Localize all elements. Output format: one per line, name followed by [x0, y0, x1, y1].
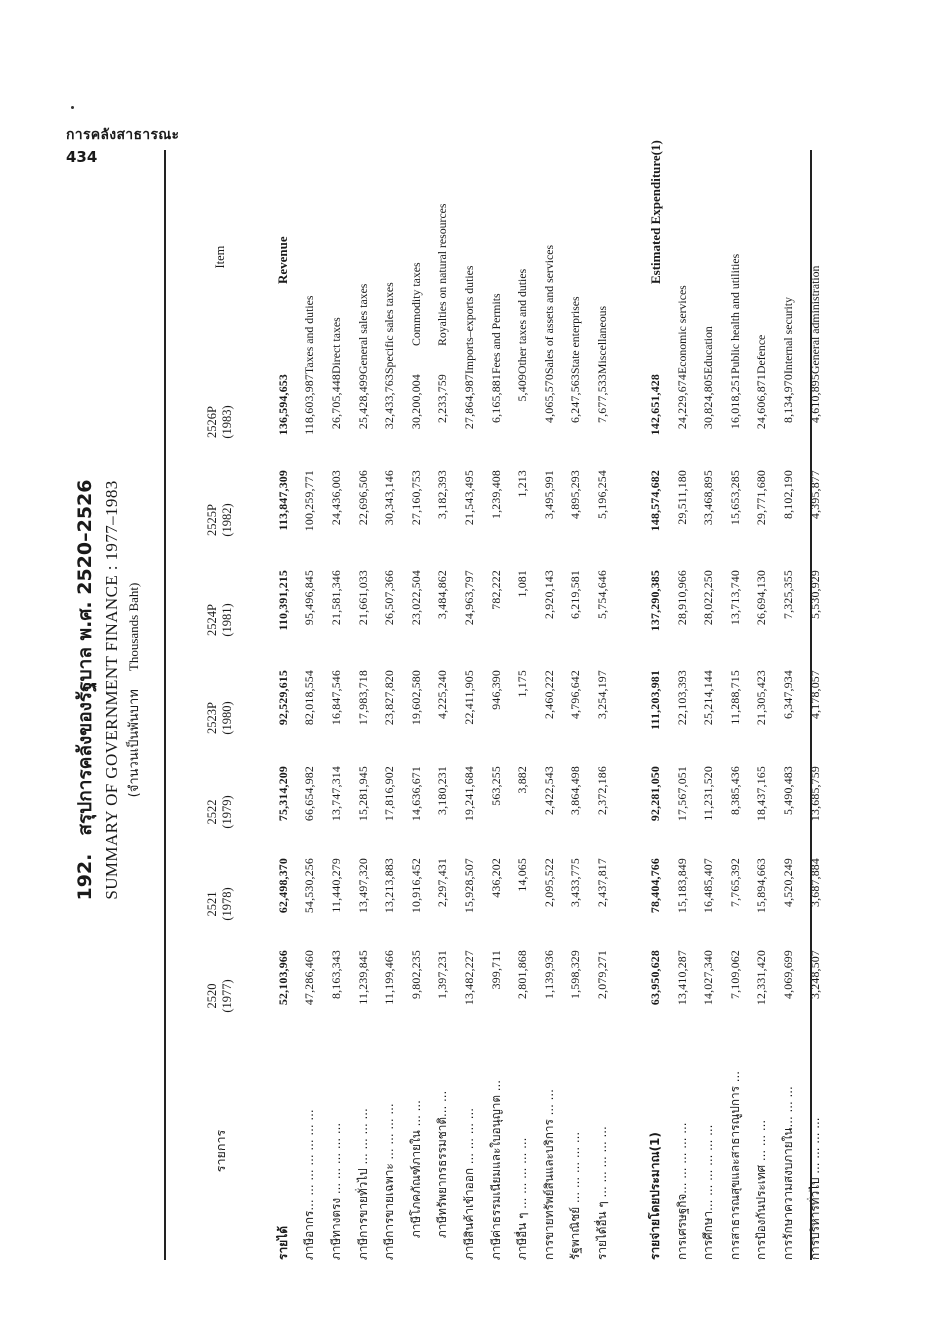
row-label-thai: ภาษีทรัพยากรธรรมชาติ... ...	[435, 1090, 450, 1238]
value-cell: 13,713,740	[727, 570, 742, 626]
value-cell: 3,180,231	[435, 766, 450, 815]
value-cell: 27,160,753	[408, 470, 423, 526]
value-cell: 1,397,231	[435, 950, 450, 999]
table-title-english: SUMMARY OF GOVERNMENT FINANCE : 1977–1983	[102, 480, 121, 900]
value-cell: 15,894,663	[754, 858, 769, 914]
value-cell: 3,248,507	[807, 950, 822, 999]
table-number: 192.	[74, 853, 96, 901]
value-cell: 15,281,945	[355, 766, 370, 822]
value-cell: 5,409	[515, 374, 530, 402]
title-thai-text: สรุปการคลังของรัฐบาล พ.ศ. 2520–2526	[74, 479, 96, 836]
value-cell: 4,225,240	[435, 670, 450, 719]
value-cell: 8,163,343	[328, 950, 343, 999]
value-cell: 5,530,929	[807, 570, 822, 619]
row-label-thai: รายจ่ายโดยประมาณ(1)	[648, 1132, 663, 1260]
value-cell: 19,602,580	[408, 670, 423, 726]
table-top-rule	[164, 150, 166, 1260]
value-cell: 32,433,763	[382, 374, 397, 430]
value-cell: 23,022,504	[408, 570, 423, 626]
table-bottom-rule	[810, 150, 812, 1260]
header-item-label: Item	[212, 245, 227, 269]
value-cell: 6,165,881	[488, 374, 503, 423]
row-label-english: Direct taxes	[328, 317, 343, 374]
value-cell: 1,598,329	[568, 950, 583, 999]
value-cell: 137,290,385	[648, 570, 663, 632]
value-cell: 7,325,355	[781, 570, 796, 619]
value-cell: 3,182,393	[435, 470, 450, 519]
value-cell: 113,847,309	[275, 470, 290, 531]
value-cell: 14,065	[515, 858, 530, 892]
value-cell: 30,200,004	[408, 374, 423, 430]
value-cell: 15,653,285	[727, 470, 742, 526]
row-label-english: Revenue	[275, 236, 291, 284]
value-cell: 3,433,775	[568, 858, 583, 907]
value-cell: 26,507,366	[382, 570, 397, 626]
value-cell: 1,081	[515, 570, 530, 598]
value-cell: 24,606,871	[754, 374, 769, 430]
row-label-thai: รายได้	[275, 1225, 290, 1260]
row-label-english: Specific sales taxes	[382, 282, 397, 374]
value-cell: 13,747,314	[328, 766, 343, 822]
value-cell: 9,802,235	[408, 950, 423, 999]
table-row	[722, 140, 749, 1260]
table-unit	[123, 100, 144, 1280]
header-year-2521: 2521 (1978)	[205, 887, 234, 921]
value-cell: 2,437,817	[594, 858, 609, 907]
value-cell: 24,436,003	[328, 470, 343, 526]
value-cell: 28,910,966	[674, 570, 689, 626]
value-cell: 54,530,256	[302, 858, 317, 914]
value-cell: 15,183,849	[674, 858, 689, 914]
department-title: การคลังสาธารณะ	[66, 127, 180, 143]
value-cell: 2,422,543	[541, 766, 556, 815]
table-row	[696, 140, 723, 1260]
value-cell: 2,297,431	[435, 858, 450, 907]
value-cell: 3,484,862	[435, 570, 450, 619]
value-cell: 29,771,680	[754, 470, 769, 526]
table-row	[350, 140, 377, 1260]
value-cell: 95,496,845	[302, 570, 317, 626]
row-label-english: Internal security	[781, 297, 796, 374]
value-cell: 1,139,936	[541, 950, 556, 999]
value-cell: 3,495,991	[541, 470, 556, 519]
row-label-english: Public health and utilities	[727, 253, 742, 374]
row-label-thai: ภาษีโภคภัณฑ์ภายใน ... ...	[408, 1100, 423, 1238]
value-cell: 92,529,615	[275, 670, 290, 726]
value-cell: 111,203,981	[648, 670, 663, 730]
value-cell: 5,490,483	[781, 766, 796, 815]
value-cell: 1,213	[515, 470, 530, 498]
value-cell: 13,213,883	[382, 858, 397, 914]
value-cell: 3,882	[515, 766, 530, 794]
value-cell: 19,241,684	[461, 766, 476, 822]
row-label-thai: ภาษีสินค้าเข้าออก ... ... ... ...	[461, 1108, 476, 1260]
value-cell: 3,864,498	[568, 766, 583, 815]
value-cell: 6,219,581	[568, 570, 583, 619]
value-cell: 13,685,759	[807, 766, 822, 822]
table-row	[456, 140, 483, 1260]
value-cell: 8,385,436	[727, 766, 742, 815]
value-cell: 148,574,682	[648, 470, 663, 532]
row-label-english: Other taxes and duties	[515, 268, 530, 374]
value-cell: 563,255	[488, 766, 503, 806]
value-cell: 1,239,408	[488, 470, 503, 519]
value-cell: 11,199,466	[382, 950, 397, 1005]
row-label-thai: การขายทรัพย์สินและบริการ ... ...	[541, 1089, 556, 1260]
rotated-table-page	[40, 100, 860, 1280]
value-cell: 21,661,033	[355, 570, 370, 626]
value-cell: 63,950,628	[648, 950, 663, 1006]
value-cell: 1,175	[515, 670, 530, 698]
value-cell: 27,864,987	[461, 374, 476, 430]
value-cell: 2,920,143	[541, 570, 556, 619]
table-section-row	[642, 140, 669, 1260]
row-label-english: General sales taxes	[355, 283, 370, 374]
header-year-2520: 2520 (1977)	[205, 979, 234, 1013]
row-label-thai: ภาษีการขายเฉพาะ ... ... ... ...	[382, 1103, 397, 1260]
value-cell: 75,314,209	[275, 766, 290, 822]
unit-english: Thousands Baht)	[126, 582, 141, 672]
value-cell: 2,460,222	[541, 670, 556, 719]
table-row	[749, 140, 776, 1260]
value-cell: 4,610,895	[807, 374, 822, 423]
value-cell: 18,437,165	[754, 766, 769, 822]
unit-thai: (จำนวนเป็นพันบาท	[127, 689, 142, 798]
row-label-thai: ภาษีการขายทั่วไป ... ... ... ...	[355, 1108, 370, 1260]
value-cell: 17,567,051	[674, 766, 689, 822]
spacer-cell	[616, 140, 643, 1260]
value-cell: 47,286,460	[302, 950, 317, 1006]
table-row	[483, 140, 510, 1260]
value-cell: 399,711	[488, 950, 503, 990]
value-cell: 11,239,845	[355, 950, 370, 1005]
value-cell: 13,497,320	[355, 858, 370, 914]
row-label-english: Royalties on natural resources	[435, 203, 450, 346]
header-year-2525: 2525P (1982)	[205, 503, 234, 537]
value-cell: 4,895,293	[568, 470, 583, 519]
value-cell: 11,231,520	[701, 766, 716, 821]
value-cell: 136,594,653	[275, 374, 290, 436]
row-label-thai: ภาษีอากร... ... ... ... ... ... ...	[302, 1109, 317, 1260]
row-label-english: State enterprises	[568, 296, 583, 374]
row-label-thai: ภาษีทางตรง ... ... ... ... ...	[328, 1122, 343, 1260]
table-row	[563, 140, 590, 1260]
page-number: 434	[66, 148, 98, 166]
section-spacer	[616, 140, 643, 1260]
row-label-thai: การบริหารทั่วไป ... ... ... ...	[807, 1117, 822, 1260]
value-cell: 4,796,642	[568, 670, 583, 719]
value-cell: 10,916,452	[408, 858, 423, 914]
table-header-row	[170, 140, 270, 1260]
value-cell: 21,305,423	[754, 670, 769, 726]
value-cell: 7,677,533	[594, 374, 609, 423]
value-cell: 2,079,271	[594, 950, 609, 999]
row-label-english: Miscellaneous	[594, 305, 609, 374]
table-title-thai	[70, 100, 100, 1280]
value-cell: 26,705,448	[328, 374, 343, 430]
row-label-english: Education	[701, 326, 716, 374]
row-label-english: Fees and Permits	[488, 293, 503, 374]
value-cell: 33,468,895	[701, 470, 716, 526]
value-cell: 21,543,495	[461, 470, 476, 526]
value-cell: 22,103,393	[674, 670, 689, 726]
table-row	[589, 140, 616, 1260]
header-year-2523: 2523P (1980)	[205, 701, 234, 735]
row-label-thai: รายได้อื่น ๆ ... ... ... ... ...	[594, 1126, 609, 1260]
value-cell: 118,603,987	[302, 374, 317, 435]
header-year-2526: 2526P (1983)	[205, 405, 234, 439]
row-label-english: Estimated Expenditure(1)	[647, 140, 663, 284]
value-cell: 13,482,227	[461, 950, 476, 1006]
value-cell: 23,827,820	[382, 670, 397, 726]
row-label-thai: การศึกษา... ... ... ... ... ...	[701, 1124, 716, 1260]
row-label-thai: การสาธารณสุขและสาธารณูปการ ...	[727, 1071, 742, 1260]
table-row	[802, 140, 829, 1260]
header-thai-label: รายการ	[212, 1129, 228, 1173]
value-cell: 15,928,507	[461, 858, 476, 914]
row-label-english: Taxes and duties	[302, 295, 317, 374]
table-row	[376, 140, 403, 1260]
value-cell: 4,178,057	[807, 670, 822, 719]
value-cell: 25,214,144	[701, 670, 716, 726]
row-label-thai: การป้องกันประเทศ ... ... ...	[754, 1119, 769, 1260]
table-row	[509, 140, 536, 1260]
table-row	[536, 140, 563, 1260]
value-cell: 24,963,797	[461, 570, 476, 626]
value-cell: 436,202	[488, 858, 503, 898]
value-cell: 5,196,254	[594, 470, 609, 519]
value-cell: 16,847,546	[328, 670, 343, 726]
value-cell: 24,229,674	[674, 374, 689, 430]
value-cell: 782,222	[488, 570, 503, 610]
value-cell: 29,511,180	[674, 470, 689, 525]
value-cell: 946,390	[488, 670, 503, 710]
value-cell: 12,331,420	[754, 950, 769, 1006]
value-cell: 78,404,766	[648, 858, 663, 914]
value-cell: 22,411,905	[461, 670, 476, 725]
row-label-thai: ภาษีอื่น ๆ ... ... ... ... ...	[515, 1137, 530, 1260]
value-cell: 30,343,146	[382, 470, 397, 526]
value-cell: 25,428,499	[355, 374, 370, 430]
value-cell: 82,018,554	[302, 670, 317, 726]
header-year-2522: 2522 (1979)	[205, 795, 234, 829]
value-cell: 2,801,868	[515, 950, 530, 999]
value-cell: 8,102,190	[781, 470, 796, 519]
value-cell: 8,134,970	[781, 374, 796, 423]
value-cell: 28,022,250	[701, 570, 716, 626]
value-cell: 100,259,771	[302, 470, 317, 532]
row-label-english: Defence	[754, 334, 769, 374]
value-cell: 4,395,877	[807, 470, 822, 519]
value-cell: 52,103,966	[275, 950, 290, 1006]
value-cell: 110,391,215	[275, 570, 290, 631]
table-title-block	[70, 100, 144, 1280]
value-cell: 142,651,428	[648, 374, 663, 436]
value-cell: 14,027,340	[701, 950, 716, 1006]
table-row	[775, 140, 802, 1260]
value-cell: 17,983,718	[355, 670, 370, 726]
table-section-row	[270, 140, 297, 1260]
value-cell: 16,018,251	[727, 374, 742, 430]
table-row	[430, 140, 457, 1260]
row-label-thai: ภาษีค่าธรรมเนียมและใบอนุญาต ...	[488, 1079, 503, 1260]
table-row	[323, 140, 350, 1260]
row-label-thai: รัฐพาณิชย์ ... ... ... ... ...	[568, 1131, 583, 1260]
value-cell: 4,069,699	[781, 950, 796, 999]
finance-table	[170, 140, 828, 1260]
value-cell: 62,498,370	[275, 858, 290, 914]
value-cell: 11,440,279	[328, 858, 343, 913]
value-cell: 4,065,570	[541, 374, 556, 423]
table-row	[297, 140, 324, 1260]
value-cell: 6,247,563	[568, 374, 583, 423]
value-cell: 5,754,646	[594, 570, 609, 619]
value-cell: 26,694,130	[754, 570, 769, 626]
value-cell: 6,347,934	[781, 670, 796, 719]
value-cell: 11,288,715	[727, 670, 742, 725]
value-cell: 4,520,249	[781, 858, 796, 907]
value-cell: 3,254,197	[594, 670, 609, 719]
table-row	[403, 140, 430, 1260]
row-label-thai: การเศรษฐกิจ... ... ... ... ...	[674, 1122, 689, 1260]
row-label-english: Commodity taxes	[408, 262, 423, 346]
row-label-english: Sales of assets and services	[541, 244, 556, 374]
table-body	[270, 140, 828, 1260]
header-year-2524: 2524P (1981)	[205, 603, 234, 637]
row-label-english: Imports–exports duties	[461, 265, 476, 374]
value-cell: 13,410,287	[674, 950, 689, 1006]
table-row	[669, 140, 696, 1260]
value-cell: 3,687,884	[807, 858, 822, 907]
value-cell: 22,696,506	[355, 470, 370, 526]
value-cell: 2,372,186	[594, 766, 609, 815]
row-label-english: General administration	[807, 265, 822, 374]
row-label-thai: การรักษาความสงบภายใน... ... ...	[781, 1086, 796, 1260]
value-cell: 92,281,050	[648, 766, 663, 822]
row-label-english: Economic services	[674, 285, 689, 374]
value-cell: 66,654,982	[302, 766, 317, 822]
value-cell: 21,581,346	[328, 570, 343, 626]
value-cell: 16,485,407	[701, 858, 716, 914]
value-cell: 2,233,759	[435, 374, 450, 423]
value-cell: 14,636,671	[408, 766, 423, 822]
value-cell: 7,765,392	[727, 858, 742, 907]
value-cell: 17,816,902	[382, 766, 397, 822]
value-cell: 30,824,805	[701, 374, 716, 430]
value-cell: 7,109,062	[727, 950, 742, 999]
value-cell: 2,095,522	[541, 858, 556, 907]
